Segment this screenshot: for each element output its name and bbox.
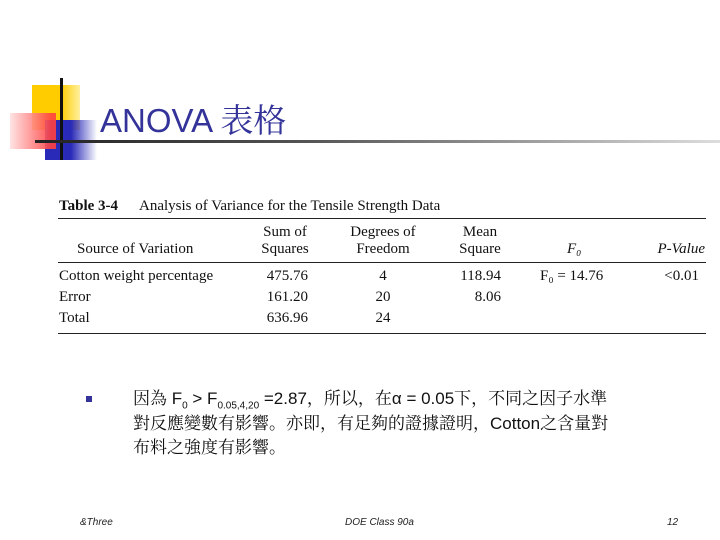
cell-ss: 161.20 bbox=[266, 289, 308, 305]
decor-red-square bbox=[10, 113, 56, 149]
cell-f: F₀ = 14.76 bbox=[540, 268, 604, 284]
cell-source: Total bbox=[59, 310, 90, 326]
header-ss-1: Sum of bbox=[263, 224, 307, 240]
cell-ss: 636.96 bbox=[266, 310, 308, 326]
cell-source: Cotton weight percentage bbox=[59, 268, 214, 284]
rule-top bbox=[58, 218, 706, 219]
table-caption-number: Table 3-4 bbox=[59, 198, 119, 214]
header-source: Source of Variation bbox=[77, 241, 194, 257]
cell-df: 4 bbox=[379, 268, 387, 284]
bullet-icon bbox=[86, 396, 92, 402]
header-f0: F₀ bbox=[567, 241, 582, 257]
header-ss-2: Squares bbox=[261, 241, 309, 257]
rule-header bbox=[58, 262, 706, 263]
cell-df: 24 bbox=[375, 310, 391, 326]
header-df-1: Degrees of bbox=[350, 224, 416, 240]
cell-ss: 475.76 bbox=[266, 268, 308, 284]
cell-p: <0.01 bbox=[664, 268, 699, 284]
decor-vertical-line bbox=[60, 78, 63, 160]
cell-df: 20 bbox=[375, 289, 391, 305]
header-ms-2: Square bbox=[459, 241, 501, 257]
footer-left: &Three bbox=[80, 517, 113, 528]
cell-ms: 8.06 bbox=[474, 289, 501, 305]
header-df-2: Freedom bbox=[356, 241, 410, 257]
bullet-line-1: 因為 $F_0 > F_{0.05,4,20} =2.87$，所以，在α = 0.05下，不同之因子水準 bbox=[133, 389, 608, 412]
table-caption: Analysis of Variance for the Tensile Strength Data bbox=[139, 198, 441, 214]
bullet-line-2: 對反應變數有影響。亦即，有足夠的證據證明，Cotton之含量對 bbox=[133, 414, 609, 433]
bullet-line-3: 布料之強度有影響。 bbox=[133, 438, 286, 457]
page-number: 12 bbox=[667, 517, 679, 528]
cell-source: Error bbox=[59, 289, 91, 305]
rule-bottom bbox=[58, 333, 706, 334]
footer-center: DOE Class 90a bbox=[345, 517, 414, 528]
cell-ms: 118.94 bbox=[460, 268, 501, 284]
header-pvalue: P-Value bbox=[657, 241, 705, 257]
slide-title: ANOVA 表格 bbox=[100, 102, 287, 139]
header-ms-1: Mean bbox=[462, 224, 498, 240]
